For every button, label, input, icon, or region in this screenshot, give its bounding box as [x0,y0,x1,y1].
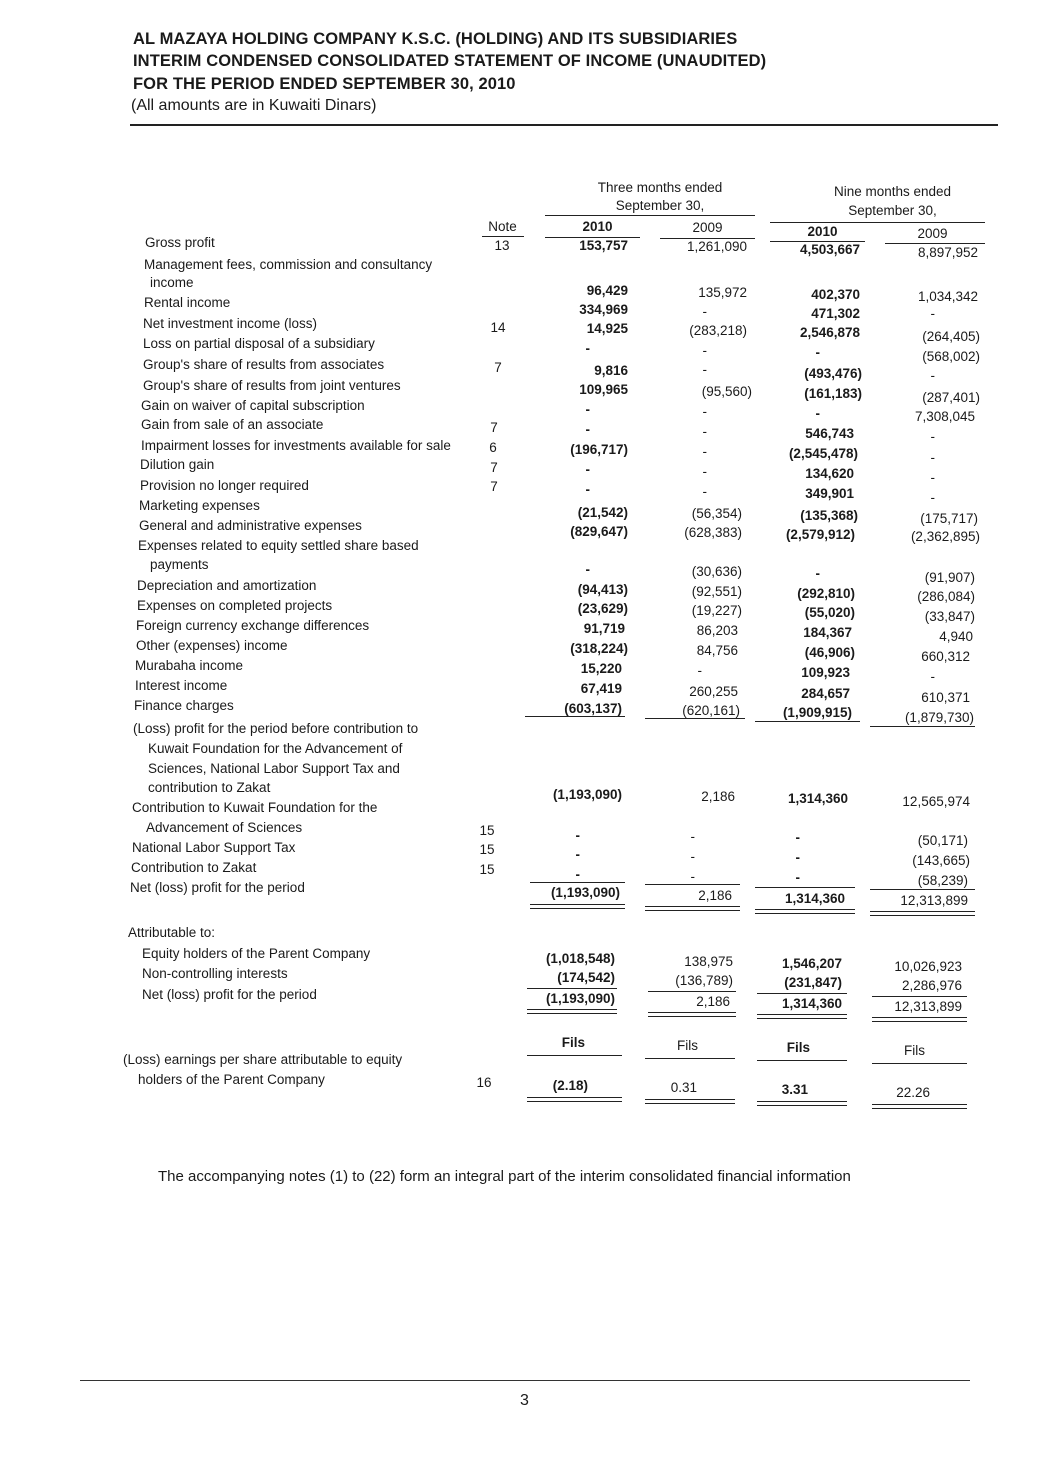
row-label: Expenses related to equity settled share based [138,538,419,553]
row-q2009: - [702,343,707,358]
attributable-n2009: 12,313,899 [894,999,962,1014]
row-q2009: - [702,444,707,459]
row-n2010: 4,503,667 [799,242,860,257]
row-label-cont: income [150,275,194,290]
currency-note: (All amounts are in Kuwaiti Dinars) [131,97,377,114]
attributable-n2010: 1,546,207 [781,956,842,971]
row-label: Expenses on completed projects [137,598,333,613]
row-n2009: (1,879,730) [904,710,974,725]
row-q2009: - [702,484,707,499]
row-q2010: 9,816 [594,363,628,378]
net-profit-n2010: 1,314,360 [784,891,845,906]
row-n2010: 109,923 [801,665,850,680]
row-q2009: 260,255 [689,684,738,699]
row-q2010: (23,629) [577,601,628,616]
row-n2009: 660,312 [921,649,970,664]
row-note: 7 [494,360,502,375]
attributable-n2009: 2,286,976 [901,978,962,993]
row-n2010: 402,370 [811,287,860,302]
attr-dbl-q2010 [527,1009,617,1014]
row-q2010: - [585,422,590,437]
contribution-label: Contribution to Kuwait Foundation for the [132,800,378,815]
row-n2009: - [930,306,935,321]
row-q2009: - [702,304,707,319]
row-label: Other (expenses) income [136,638,288,653]
row-n2009: 610,371 [921,690,970,705]
row-n2009: 8,897,952 [917,245,978,260]
year-2009-n: 2009 [917,226,948,241]
eps-unit-rule-q2009 [645,1058,735,1059]
eps-unit-n2010: Fils [786,1040,810,1055]
net-profit-q2009: 2,186 [698,888,732,903]
header-rule [130,124,998,126]
attributable-label: Non-controlling interests [142,966,288,981]
row-n2010: (2,579,912) [785,527,855,542]
contribution-note: 15 [479,823,495,838]
net-profit-n2009: 12,313,899 [900,893,968,908]
attributable-q2009: (136,789) [675,973,733,988]
row-note: 7 [490,420,498,435]
row-n2010: (292,810) [797,586,855,601]
net-dbl-q2009 [645,906,740,911]
year-2009-q: 2009 [692,220,723,235]
pretax-q2009: 2,186 [701,789,735,804]
contribution-n2010: - [795,870,800,885]
pretax-n2009: 12,565,974 [902,794,970,809]
row-q2009: - [702,362,707,377]
eps-note: 16 [476,1075,492,1090]
eps-label-2: holders of the Parent Company [138,1072,325,1087]
row-n2009: (33,847) [924,609,975,624]
nine-months-rule [770,222,985,223]
contribution-q2009: - [690,829,695,844]
row-n2010: 349,901 [805,486,854,501]
row-q2010: 334,969 [579,302,628,317]
period-title: FOR THE PERIOD ENDED SEPTEMBER 30, 2010 [133,75,516,93]
year-2010-n: 2010 [807,224,838,239]
row-n2010: 546,743 [805,426,854,441]
row-note: 14 [490,320,506,335]
row-q2009: - [702,424,707,439]
attributable-q2010: (174,542) [557,970,615,985]
contribution-n2010: - [795,830,800,845]
row-n2009: (175,717) [920,511,978,526]
row-q2009: (56,354) [691,506,742,521]
row-n2009: - [930,669,935,684]
contribution-n2009: (58,239) [917,873,968,888]
net-rule-q2010 [530,882,625,883]
contribution-note: 15 [479,842,495,857]
nine-months-date: September 30, [848,203,937,218]
contribution-label: Contribution to Zakat [131,860,257,875]
row-n2009: - [930,450,935,465]
three-months-heading: Three months ended [597,180,723,195]
contribution-q2010: - [575,867,580,882]
row-q2010: - [585,341,590,356]
row-q2010: (603,137) [564,701,622,716]
row-q2010: (94,413) [577,582,628,597]
pretax-label-3: Sciences, National Labor Support Tax and [148,761,400,776]
pretax-label-2: Kuwait Foundation for the Advancement of [148,741,403,756]
row-q2010: - [585,462,590,477]
pretax-n2010: 1,314,360 [787,791,848,806]
row-label: Depreciation and amortization [137,578,317,593]
contribution-n2010: - [795,850,800,865]
row-label-cont: payments [150,557,209,572]
row-q2009: (283,218) [689,323,747,338]
net-profit-label: Net (loss) profit for the period [130,880,305,895]
row-q2009: - [697,663,702,678]
row-n2009: (2,362,895) [910,529,980,544]
attributable-heading: Attributable to: [128,925,216,940]
subtotal-rule-q2009 [645,718,745,719]
eps-n2010: 3.31 [781,1082,808,1097]
subtotal-rule-n2010 [755,721,860,722]
row-label: Gain on waiver of capital subscription [141,398,365,413]
row-q2009: 86,203 [696,623,738,638]
eps-dbl-n2009 [872,1104,967,1109]
row-label: Provision no longer required [140,478,309,493]
eps-unit-rule-q2010 [527,1055,622,1056]
row-q2010: 109,965 [579,382,628,397]
row-label: Net investment income (loss) [143,316,318,331]
year-2010-q: 2010 [582,219,613,234]
eps-unit-q2010: Fils [561,1035,585,1050]
contribution-label-cont: Advancement of Sciences [146,820,303,835]
page-rule [80,1380,970,1381]
row-n2009: (568,002) [922,349,980,364]
row-n2009: (264,405) [922,329,980,344]
row-note: 6 [489,440,497,455]
row-q2010: (21,542) [577,505,628,520]
eps-q2009: 0.31 [670,1080,697,1095]
row-label: Marketing expenses [139,498,260,513]
row-label: Murabaha income [135,658,244,673]
row-label: Gross profit [145,235,215,250]
three-months-date: September 30, [615,198,705,213]
attributable-label: Equity holders of the Parent Company [142,946,371,961]
row-n2010: 2,546,878 [799,325,860,340]
pretax-label: (Loss) profit for the period before contribution to [133,721,419,736]
three-months-rule [545,215,755,216]
note-heading: Note [488,219,517,234]
note-rule [482,236,524,237]
row-q2009: (620,161) [682,703,740,718]
contribution-note: 15 [479,862,495,877]
row-n2010: - [815,345,820,360]
row-n2010: (46,906) [804,645,855,660]
row-n2010: 284,657 [801,686,850,701]
eps-label: (Loss) earnings per share attributable to equity [123,1052,403,1067]
row-label: Interest income [135,678,228,693]
row-label: Rental income [144,295,231,310]
row-label: Loss on partial disposal of a subsidiary [143,336,375,351]
row-q2010: 67,419 [580,681,622,696]
row-label: General and administrative expenses [139,518,362,533]
row-note: 7 [490,460,498,475]
row-q2010: - [585,562,590,577]
net-dbl-n2009 [870,911,975,916]
net-profit-q2010: (1,193,090) [550,885,620,900]
row-q2010: (318,224) [570,641,628,656]
row-n2009: (91,907) [924,570,975,585]
contribution-q2009: - [690,869,695,884]
footer-note: The accompanying notes (1) to (22) form an integral part of the interim consolidated financial information [158,1168,851,1185]
attributable-q2010: (1,193,090) [545,991,615,1006]
row-n2010: - [815,566,820,581]
row-label: Management fees, commission and consultancy [144,257,433,272]
pretax-q2010: (1,193,090) [552,787,622,802]
net-rule-n2009 [870,889,975,890]
row-label: Gain from sale of an associate [141,417,324,432]
row-q2010: 96,429 [586,283,628,298]
subtotal-rule-n2009 [870,726,975,727]
attr-rule-n2009 [872,996,967,997]
row-n2010: - [815,406,820,421]
row-q2009: (30,636) [691,564,742,579]
row-q2009: - [702,404,707,419]
contribution-n2009: (50,171) [917,833,968,848]
net-rule-q2009 [645,884,740,885]
row-n2010: (1,909,915) [782,705,852,720]
row-n2010: (2,545,478) [788,446,858,461]
row-n2009: 7,308,045 [914,409,975,424]
row-n2010: 134,620 [805,466,854,481]
row-n2009: 1,034,342 [917,289,978,304]
attr-rule-n2010 [757,993,847,994]
eps-unit-rule-n2009 [872,1063,967,1064]
eps-q2010: (2.18) [552,1078,588,1093]
net-dbl-q2010 [530,904,625,909]
row-q2009: - [702,464,707,479]
eps-dbl-q2010 [527,1097,622,1102]
row-n2010: 184,367 [803,625,852,640]
row-label: Group's share of results from associates [143,357,385,372]
attributable-q2009: 138,975 [684,954,733,969]
row-q2010: - [585,482,590,497]
attributable-n2010: 1,314,360 [781,996,842,1011]
eps-dbl-n2010 [757,1101,847,1106]
row-label: Dilution gain [140,457,215,472]
attr-dbl-n2010 [757,1014,847,1019]
row-q2009: (95,560) [701,384,752,399]
row-q2010: (829,647) [570,524,628,539]
attr-rule-q2009 [648,991,736,992]
eps-unit-q2009: Fils [677,1038,698,1053]
row-q2009: 84,756 [696,643,738,658]
row-n2010: (493,476) [804,366,862,381]
contribution-q2010: - [575,828,580,843]
row-q2009: (19,227) [691,603,742,618]
row-n2009: - [930,368,935,383]
nine-months-heading: Nine months ended [833,184,952,199]
row-n2010: (161,183) [804,386,862,401]
row-note: 13 [494,238,510,253]
row-q2010: 91,719 [583,621,625,636]
row-q2009: (628,383) [684,525,742,540]
row-q2009: (92,551) [691,584,742,599]
row-n2009: - [930,429,935,444]
eps-unit-n2009: Fils [904,1043,925,1058]
row-n2010: (55,020) [804,605,855,620]
row-n2009: 4,940 [939,629,973,644]
row-q2010: (196,717) [570,442,628,457]
attributable-q2010: (1,018,548) [545,951,615,966]
eps-dbl-q2009 [645,1099,735,1104]
row-q2010: 15,220 [580,661,622,676]
contribution-n2009: (143,665) [912,853,970,868]
contribution-q2009: - [690,849,695,864]
attributable-q2009: 2,186 [696,994,730,1009]
attributable-n2009: 10,026,923 [894,959,962,974]
row-n2009: - [930,470,935,485]
row-label: Foreign currency exchange differences [136,618,370,633]
pretax-label-4: contribution to Zakat [148,780,271,795]
statement-title: INTERIM CONDENSED CONSOLIDATED STATEMENT OF INCOME (UNAUDITED) [133,52,767,70]
row-q2010: - [585,402,590,417]
attributable-n2010: (231,847) [784,975,842,990]
subtotal-rule-q2010 [525,716,625,717]
row-q2009: 135,972 [698,285,747,300]
row-note: 7 [490,479,498,494]
attributable-label: Net (loss) profit for the period [142,987,317,1002]
row-label: Impairment losses for investments available for sale [141,438,451,453]
row-q2010: 14,925 [586,321,628,336]
attr-dbl-q2009 [648,1012,736,1017]
attr-dbl-n2009 [872,1017,967,1022]
rule-2009-n [885,243,985,244]
eps-n2009: 22.26 [896,1085,930,1100]
row-n2009: - [930,490,935,505]
net-rule-n2010 [755,887,855,888]
row-n2010: (135,368) [800,508,858,523]
row-q2009: 1,261,090 [686,239,747,254]
company-name: AL MAZAYA HOLDING COMPANY K.S.C. (HOLDING) AND ITS SUBSIDIARIES [133,30,738,48]
net-dbl-n2010 [755,909,855,914]
row-n2009: (286,084) [917,589,975,604]
row-label: Group's share of results from joint ventures [143,378,401,393]
eps-unit-rule-n2010 [757,1060,847,1061]
attr-rule-q2010 [527,988,617,989]
contribution-label: National Labor Support Tax [132,840,296,855]
row-q2010: 153,757 [579,238,628,253]
row-n2010: 471,302 [811,306,860,321]
row-label: Finance charges [134,698,234,713]
contribution-q2010: - [575,847,580,862]
row-n2009: (287,401) [922,390,980,405]
page-number: 3 [520,1392,529,1409]
